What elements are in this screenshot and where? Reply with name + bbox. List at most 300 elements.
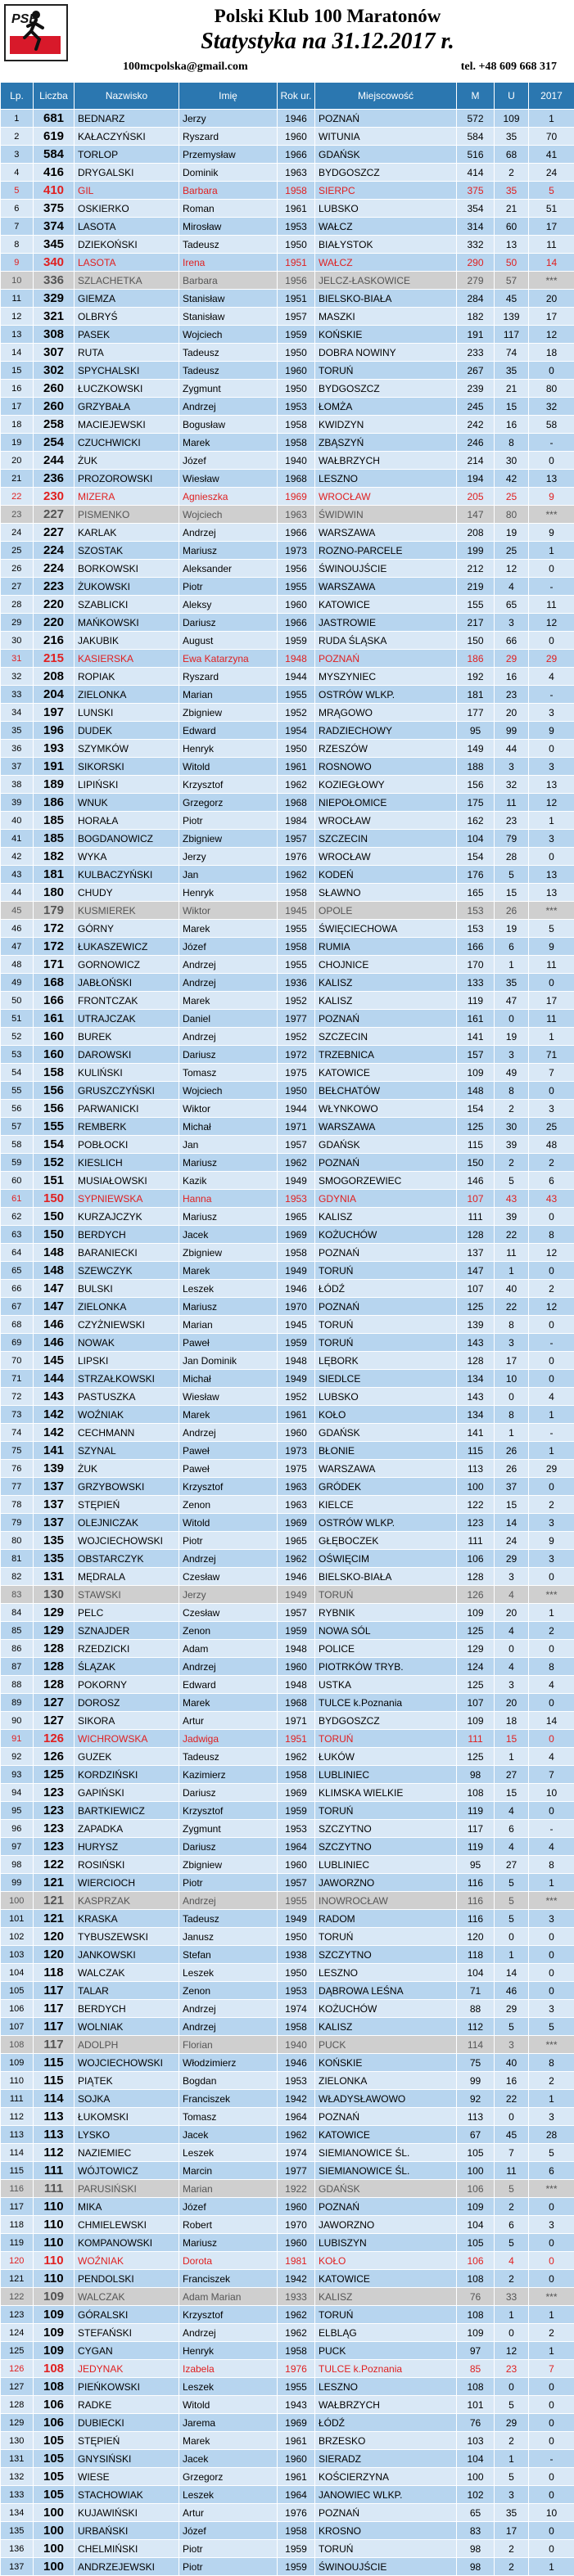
table-row bbox=[1, 128, 574, 146]
cell-ultra: 2 bbox=[495, 1100, 529, 1118]
cell-birth-year: 1976 bbox=[278, 2360, 315, 2378]
cell-marathons: 108 bbox=[457, 2270, 495, 2288]
club-title: Polski Klub 100 Maratonów bbox=[82, 5, 573, 28]
table-row bbox=[1, 1442, 574, 1460]
table-row bbox=[1, 2180, 574, 2198]
cell-city: TORUŃ bbox=[315, 1586, 457, 1604]
cell-surname: WYKA bbox=[75, 848, 179, 866]
cell-first-name: Hanna bbox=[179, 1190, 278, 1208]
cell-surname: MĘDRALA bbox=[75, 1568, 179, 1586]
cell-lp: 9 bbox=[1, 254, 34, 272]
cell-marathons: 141 bbox=[457, 1028, 495, 1046]
cell-ultra: 19 bbox=[495, 1028, 529, 1046]
cell-lp: 52 bbox=[1, 1028, 34, 1046]
cell-year-2017: 8 bbox=[529, 1226, 574, 1244]
cell-lp: 10 bbox=[1, 272, 34, 290]
cell-count: 152 bbox=[34, 1154, 75, 1172]
cell-first-name: Andrzej bbox=[179, 2000, 278, 2018]
cell-first-name: Mariusz bbox=[179, 1208, 278, 1226]
cell-birth-year: 1957 bbox=[278, 830, 315, 848]
cell-first-name: Piotr bbox=[179, 2558, 278, 2576]
cell-count: 220 bbox=[34, 614, 75, 632]
table-row bbox=[1, 1856, 574, 1874]
table-row bbox=[1, 740, 574, 758]
cell-marathons: 414 bbox=[457, 164, 495, 182]
cell-count: 160 bbox=[34, 1046, 75, 1064]
cell-city: WARSZAWA bbox=[315, 578, 457, 596]
cell-city: BIELSKO-BIAŁA bbox=[315, 1568, 457, 1586]
cell-year-2017: 1 bbox=[529, 812, 574, 830]
cell-lp: 53 bbox=[1, 1046, 34, 1064]
cell-year-2017: *** bbox=[529, 2180, 574, 2198]
cell-surname: SZYNAL bbox=[75, 1442, 179, 1460]
cell-birth-year: 1962 bbox=[278, 1748, 315, 1766]
cell-year-2017: 3 bbox=[529, 704, 574, 722]
cell-surname: KOMPANOWSKI bbox=[75, 2234, 179, 2252]
cell-city: INOWROCŁAW bbox=[315, 1892, 457, 1910]
cell-marathons: 246 bbox=[457, 434, 495, 452]
cell-city: MASZKI bbox=[315, 308, 457, 326]
cell-year-2017: 29 bbox=[529, 1460, 574, 1478]
cell-count: 180 bbox=[34, 884, 75, 902]
cell-first-name: Artur bbox=[179, 1712, 278, 1730]
cell-lp: 100 bbox=[1, 1892, 34, 1910]
cell-surname: BOGDANOWICZ bbox=[75, 830, 179, 848]
cell-birth-year: 1960 bbox=[278, 1856, 315, 1874]
table-row bbox=[1, 974, 574, 992]
cell-year-2017: - bbox=[529, 578, 574, 596]
cell-lp: 117 bbox=[1, 2198, 34, 2216]
cell-first-name: Krzysztof bbox=[179, 1802, 278, 1820]
cell-lp: 94 bbox=[1, 1784, 34, 1802]
cell-ultra: 3 bbox=[495, 1676, 529, 1694]
cell-city: GDAŃSK bbox=[315, 2180, 457, 2198]
cell-surname: WICHROWSKA bbox=[75, 1730, 179, 1748]
cell-year-2017: 0 bbox=[529, 2468, 574, 2486]
cell-count: 115 bbox=[34, 2072, 75, 2090]
cell-year-2017: 0 bbox=[529, 2414, 574, 2432]
cell-lp: 122 bbox=[1, 2288, 34, 2306]
cell-first-name: Adam Marian bbox=[179, 2288, 278, 2306]
cell-first-name: Wiktor bbox=[179, 1100, 278, 1118]
cell-surname: BULSKI bbox=[75, 1280, 179, 1298]
cell-year-2017: 1 bbox=[529, 1604, 574, 1622]
cell-first-name: Jerzy bbox=[179, 110, 278, 128]
cell-ultra: 50 bbox=[495, 254, 529, 272]
cell-city: JASTROWIE bbox=[315, 614, 457, 632]
cell-surname: KAŁACZYŃSKI bbox=[75, 128, 179, 146]
cell-lp: 41 bbox=[1, 830, 34, 848]
cell-ultra: 15 bbox=[495, 1784, 529, 1802]
cell-count: 223 bbox=[34, 578, 75, 596]
cell-count: 108 bbox=[34, 2360, 75, 2378]
cell-ultra: 8 bbox=[495, 1082, 529, 1100]
cell-surname: ŁUKASZEWICZ bbox=[75, 938, 179, 956]
cell-surname: KULBACZYŃSKI bbox=[75, 866, 179, 884]
cell-ultra: 2 bbox=[495, 2432, 529, 2450]
cell-surname: POKORNY bbox=[75, 1676, 179, 1694]
cell-first-name: Leszek bbox=[179, 2144, 278, 2162]
cell-city: PIOTRKÓW TRYB. bbox=[315, 1658, 457, 1676]
cell-count: 336 bbox=[34, 272, 75, 290]
cell-marathons: 116 bbox=[457, 1910, 495, 1928]
cell-count: 156 bbox=[34, 1100, 75, 1118]
cell-year-2017: 8 bbox=[529, 1658, 574, 1676]
cell-marathons: 375 bbox=[457, 182, 495, 200]
cell-first-name: Mirosław bbox=[179, 218, 278, 236]
cell-lp: 96 bbox=[1, 1820, 34, 1838]
cell-year-2017: 17 bbox=[529, 308, 574, 326]
cell-birth-year: 1940 bbox=[278, 2036, 315, 2054]
cell-surname: ŻUK bbox=[75, 1460, 179, 1478]
cell-lp: 74 bbox=[1, 1424, 34, 1442]
table-row bbox=[1, 2432, 574, 2450]
table-row bbox=[1, 1316, 574, 1334]
cell-marathons: 314 bbox=[457, 218, 495, 236]
cell-marathons: 572 bbox=[457, 110, 495, 128]
cell-city: ŚWINOUJŚCIE bbox=[315, 560, 457, 578]
cell-first-name: Jan bbox=[179, 866, 278, 884]
cell-marathons: 125 bbox=[457, 1676, 495, 1694]
cell-year-2017: 9 bbox=[529, 938, 574, 956]
statistics-table bbox=[0, 82, 574, 2576]
cell-count: 117 bbox=[34, 2036, 75, 2054]
cell-first-name: Paweł bbox=[179, 1442, 278, 1460]
cell-birth-year: 1958 bbox=[278, 938, 315, 956]
cell-year-2017: 0 bbox=[529, 2378, 574, 2396]
cell-ultra: 68 bbox=[495, 146, 529, 164]
cell-city: WŁYNKOWO bbox=[315, 1100, 457, 1118]
table-row bbox=[1, 2540, 574, 2558]
cell-birth-year: 1977 bbox=[278, 2162, 315, 2180]
cell-first-name: Wojciech bbox=[179, 326, 278, 344]
cell-city: SZCZECIN bbox=[315, 1028, 457, 1046]
table-row bbox=[1, 614, 574, 632]
cell-birth-year: 1957 bbox=[278, 308, 315, 326]
cell-city: WARSZAWA bbox=[315, 524, 457, 542]
cell-marathons: 516 bbox=[457, 146, 495, 164]
cell-city: GRÓDEK bbox=[315, 1478, 457, 1496]
cell-city: KALISZ bbox=[315, 974, 457, 992]
cell-ultra: 0 bbox=[495, 1010, 529, 1028]
cell-marathons: 107 bbox=[457, 1190, 495, 1208]
cell-ultra: 46 bbox=[495, 1982, 529, 2000]
table-row bbox=[1, 2252, 574, 2270]
cell-city: POZNAŃ bbox=[315, 1244, 457, 1262]
cell-year-2017: 11 bbox=[529, 596, 574, 614]
cell-birth-year: 1961 bbox=[278, 758, 315, 776]
cell-first-name: Zbigniew bbox=[179, 830, 278, 848]
cell-ultra: 0 bbox=[495, 2324, 529, 2342]
cell-year-2017: *** bbox=[529, 1892, 574, 1910]
cell-year-2017: 58 bbox=[529, 416, 574, 434]
cell-ultra: 4 bbox=[495, 1838, 529, 1856]
cell-marathons: 219 bbox=[457, 578, 495, 596]
cell-year-2017: 6 bbox=[529, 1172, 574, 1190]
cell-ultra: 29 bbox=[495, 1550, 529, 1568]
cell-year-2017: 1 bbox=[529, 2090, 574, 2108]
cell-first-name: Marek bbox=[179, 434, 278, 452]
cell-birth-year: 1949 bbox=[278, 1370, 315, 1388]
cell-year-2017: - bbox=[529, 434, 574, 452]
cell-city: KATOWICE bbox=[315, 2270, 457, 2288]
cell-birth-year: 1960 bbox=[278, 596, 315, 614]
contact-email[interactable]: 100mcpolska@gmail.com bbox=[123, 61, 248, 74]
cell-count: 224 bbox=[34, 542, 75, 560]
cell-year-2017: 1 bbox=[529, 1442, 574, 1460]
table-row bbox=[1, 578, 574, 596]
table-row bbox=[1, 164, 574, 182]
cell-birth-year: 1952 bbox=[278, 1028, 315, 1046]
cell-first-name: August bbox=[179, 632, 278, 650]
cell-city: TORUŃ bbox=[315, 1802, 457, 1820]
cell-birth-year: 1959 bbox=[278, 1622, 315, 1640]
cell-ultra: 8 bbox=[495, 1406, 529, 1424]
cell-year-2017: 24 bbox=[529, 164, 574, 182]
cell-ultra: 11 bbox=[495, 1244, 529, 1262]
cell-surname: GRZYBOWSKI bbox=[75, 1478, 179, 1496]
cell-birth-year: 1974 bbox=[278, 2000, 315, 2018]
cell-lp: 102 bbox=[1, 1928, 34, 1946]
cell-surname: WNUK bbox=[75, 794, 179, 812]
col-header-count: Liczba bbox=[34, 83, 75, 110]
table-row bbox=[1, 542, 574, 560]
cell-marathons: 143 bbox=[457, 1388, 495, 1406]
cell-birth-year: 1948 bbox=[278, 1640, 315, 1658]
cell-count: 160 bbox=[34, 1028, 75, 1046]
cell-city: WAŁBRZYCH bbox=[315, 2396, 457, 2414]
cell-count: 108 bbox=[34, 2378, 75, 2396]
cell-marathons: 214 bbox=[457, 452, 495, 470]
cell-year-2017: 12 bbox=[529, 326, 574, 344]
table-row bbox=[1, 1730, 574, 1748]
cell-count: 146 bbox=[34, 1316, 75, 1334]
cell-surname: GIEMZA bbox=[75, 290, 179, 308]
cell-surname: OBSTARCZYK bbox=[75, 1550, 179, 1568]
cell-marathons: 104 bbox=[457, 830, 495, 848]
cell-lp: 134 bbox=[1, 2504, 34, 2522]
table-body bbox=[1, 110, 574, 2576]
cell-birth-year: 1969 bbox=[278, 2414, 315, 2432]
cell-city: ZIELONKA bbox=[315, 2072, 457, 2090]
cell-year-2017: 14 bbox=[529, 254, 574, 272]
table-row bbox=[1, 1622, 574, 1640]
cell-first-name: Dariusz bbox=[179, 1046, 278, 1064]
cell-surname: WALCZAK bbox=[75, 2288, 179, 2306]
cell-city: SIEMIANOWICE ŚL. bbox=[315, 2144, 457, 2162]
cell-surname: KRASKA bbox=[75, 1910, 179, 1928]
cell-first-name: Henryk bbox=[179, 884, 278, 902]
cell-ultra: 79 bbox=[495, 830, 529, 848]
cell-surname: ŁUCZKOWSKI bbox=[75, 380, 179, 398]
cell-marathons: 186 bbox=[457, 650, 495, 668]
cell-city: SZCZYTNO bbox=[315, 1838, 457, 1856]
cell-city: GDAŃSK bbox=[315, 1136, 457, 1154]
cell-lp: 121 bbox=[1, 2270, 34, 2288]
cell-city: PUCK bbox=[315, 2342, 457, 2360]
cell-first-name: Marek bbox=[179, 992, 278, 1010]
cell-birth-year: 1963 bbox=[278, 506, 315, 524]
cell-first-name: Dariusz bbox=[179, 1784, 278, 1802]
cell-marathons: 155 bbox=[457, 596, 495, 614]
cell-year-2017: 0 bbox=[529, 1316, 574, 1334]
cell-count: 204 bbox=[34, 686, 75, 704]
cell-birth-year: 1971 bbox=[278, 1712, 315, 1730]
cell-birth-year: 1952 bbox=[278, 704, 315, 722]
table-row bbox=[1, 2162, 574, 2180]
cell-birth-year: 1936 bbox=[278, 974, 315, 992]
cell-lp: 31 bbox=[1, 650, 34, 668]
cell-lp: 58 bbox=[1, 1136, 34, 1154]
cell-first-name: Roman bbox=[179, 200, 278, 218]
cell-ultra: 17 bbox=[495, 2522, 529, 2540]
cell-count: 186 bbox=[34, 794, 75, 812]
cell-city: WAŁBRZYCH bbox=[315, 452, 457, 470]
cell-marathons: 125 bbox=[457, 1748, 495, 1766]
table-row bbox=[1, 920, 574, 938]
cell-marathons: 137 bbox=[457, 1244, 495, 1262]
cell-lp: 26 bbox=[1, 560, 34, 578]
cell-city: ŚWIĘCIECHOWA bbox=[315, 920, 457, 938]
cell-marathons: 107 bbox=[457, 1280, 495, 1298]
cell-marathons: 120 bbox=[457, 1928, 495, 1946]
cell-city: BYDGOSZCZ bbox=[315, 1712, 457, 1730]
cell-year-2017: 0 bbox=[529, 1370, 574, 1388]
cell-marathons: 95 bbox=[457, 722, 495, 740]
cell-first-name: Jacek bbox=[179, 2450, 278, 2468]
cell-marathons: 98 bbox=[457, 2540, 495, 2558]
table-row bbox=[1, 1532, 574, 1550]
cell-surname: GRUSZCZYŃSKI bbox=[75, 1082, 179, 1100]
cell-surname: KARLAK bbox=[75, 524, 179, 542]
cell-birth-year: 1946 bbox=[278, 1568, 315, 1586]
cell-lp: 6 bbox=[1, 200, 34, 218]
cell-city: ŁUKÓW bbox=[315, 1748, 457, 1766]
cell-first-name: Tadeusz bbox=[179, 1748, 278, 1766]
cell-city: ŚWINOUJŚCIE bbox=[315, 2558, 457, 2576]
cell-ultra: 6 bbox=[495, 938, 529, 956]
cell-count: 619 bbox=[34, 128, 75, 146]
cell-lp: 51 bbox=[1, 1010, 34, 1028]
cell-lp: 109 bbox=[1, 2054, 34, 2072]
cell-birth-year: 1950 bbox=[278, 236, 315, 254]
cell-count: 345 bbox=[34, 236, 75, 254]
cell-marathons: 192 bbox=[457, 668, 495, 686]
cell-ultra: 35 bbox=[495, 182, 529, 200]
cell-first-name: Tadeusz bbox=[179, 1910, 278, 1928]
cell-year-2017: 7 bbox=[529, 1766, 574, 1784]
col-header-surname: Nazwisko bbox=[75, 83, 179, 110]
cell-marathons: 119 bbox=[457, 992, 495, 1010]
cell-marathons: 97 bbox=[457, 2342, 495, 2360]
cell-ultra: 21 bbox=[495, 200, 529, 218]
cell-city: KATOWICE bbox=[315, 2126, 457, 2144]
cell-ultra: 40 bbox=[495, 1280, 529, 1298]
cell-ultra: 22 bbox=[495, 1226, 529, 1244]
cell-lp: 128 bbox=[1, 2396, 34, 2414]
cell-ultra: 1 bbox=[495, 2306, 529, 2324]
cell-marathons: 75 bbox=[457, 2054, 495, 2072]
cell-marathons: 156 bbox=[457, 776, 495, 794]
cell-surname: CHMIELEWSKI bbox=[75, 2216, 179, 2234]
table-row bbox=[1, 2108, 574, 2126]
cell-year-2017: 0 bbox=[529, 452, 574, 470]
cell-year-2017: 3 bbox=[529, 1550, 574, 1568]
cell-lp: 75 bbox=[1, 1442, 34, 1460]
cell-first-name: Mariusz bbox=[179, 1154, 278, 1172]
cell-first-name: Andrzej bbox=[179, 2018, 278, 2036]
cell-count: 197 bbox=[34, 704, 75, 722]
cell-year-2017: 2 bbox=[529, 1280, 574, 1298]
cell-first-name: Marcin bbox=[179, 2162, 278, 2180]
table-row bbox=[1, 398, 574, 416]
cell-year-2017: 3 bbox=[529, 2216, 574, 2234]
cell-ultra: 35 bbox=[495, 128, 529, 146]
cell-year-2017: - bbox=[529, 2450, 574, 2468]
table-row bbox=[1, 272, 574, 290]
cell-first-name: Andrzej bbox=[179, 956, 278, 974]
cell-lp: 3 bbox=[1, 146, 34, 164]
cell-ultra: 23 bbox=[495, 2360, 529, 2378]
cell-birth-year: 1962 bbox=[278, 2126, 315, 2144]
cell-city: BEŁCHATÓW bbox=[315, 1082, 457, 1100]
table-row bbox=[1, 1136, 574, 1154]
cell-ultra: 29 bbox=[495, 2000, 529, 2018]
cell-birth-year: 1952 bbox=[278, 1388, 315, 1406]
cell-count: 122 bbox=[34, 1856, 75, 1874]
cell-first-name: Piotr bbox=[179, 1874, 278, 1892]
cell-city: GDAŃSK bbox=[315, 146, 457, 164]
table-row bbox=[1, 1586, 574, 1604]
cell-surname: SZABLICKI bbox=[75, 596, 179, 614]
table-row bbox=[1, 1082, 574, 1100]
cell-birth-year: 1950 bbox=[278, 1964, 315, 1982]
cell-first-name: Marek bbox=[179, 2432, 278, 2450]
table-row bbox=[1, 1568, 574, 1586]
cell-marathons: 100 bbox=[457, 2162, 495, 2180]
table-row bbox=[1, 938, 574, 956]
cell-count: 302 bbox=[34, 362, 75, 380]
cell-count: 258 bbox=[34, 416, 75, 434]
cell-birth-year: 1958 bbox=[278, 416, 315, 434]
cell-birth-year: 1969 bbox=[278, 1226, 315, 1244]
cell-year-2017: 4 bbox=[529, 1676, 574, 1694]
col-header-marathons: M bbox=[457, 83, 495, 110]
cell-first-name: Jarema bbox=[179, 2414, 278, 2432]
cell-city: NOWA SÓL bbox=[315, 1622, 457, 1640]
cell-ultra: 15 bbox=[495, 398, 529, 416]
cell-city: ŁÓDŹ bbox=[315, 1280, 457, 1298]
cell-birth-year: 1966 bbox=[278, 614, 315, 632]
cell-marathons: 290 bbox=[457, 254, 495, 272]
cell-first-name: Janusz bbox=[179, 1928, 278, 1946]
cell-city: ROZNO-PARCELE bbox=[315, 542, 457, 560]
cell-marathons: 98 bbox=[457, 1766, 495, 1784]
cell-first-name: Andrzej bbox=[179, 1028, 278, 1046]
cell-surname: ROSIŃSKI bbox=[75, 1856, 179, 1874]
cell-birth-year: 1973 bbox=[278, 542, 315, 560]
cell-surname: ROPIAK bbox=[75, 668, 179, 686]
cell-first-name: Andrzej bbox=[179, 524, 278, 542]
cell-first-name: Zygmunt bbox=[179, 380, 278, 398]
table-row bbox=[1, 1550, 574, 1568]
cell-marathons: 284 bbox=[457, 290, 495, 308]
cell-surname: FRONTCZAK bbox=[75, 992, 179, 1010]
cell-surname: STRZAŁKOWSKI bbox=[75, 1370, 179, 1388]
cell-city: TRZEBNICA bbox=[315, 1046, 457, 1064]
cell-lp: 61 bbox=[1, 1190, 34, 1208]
cell-marathons: 76 bbox=[457, 2288, 495, 2306]
